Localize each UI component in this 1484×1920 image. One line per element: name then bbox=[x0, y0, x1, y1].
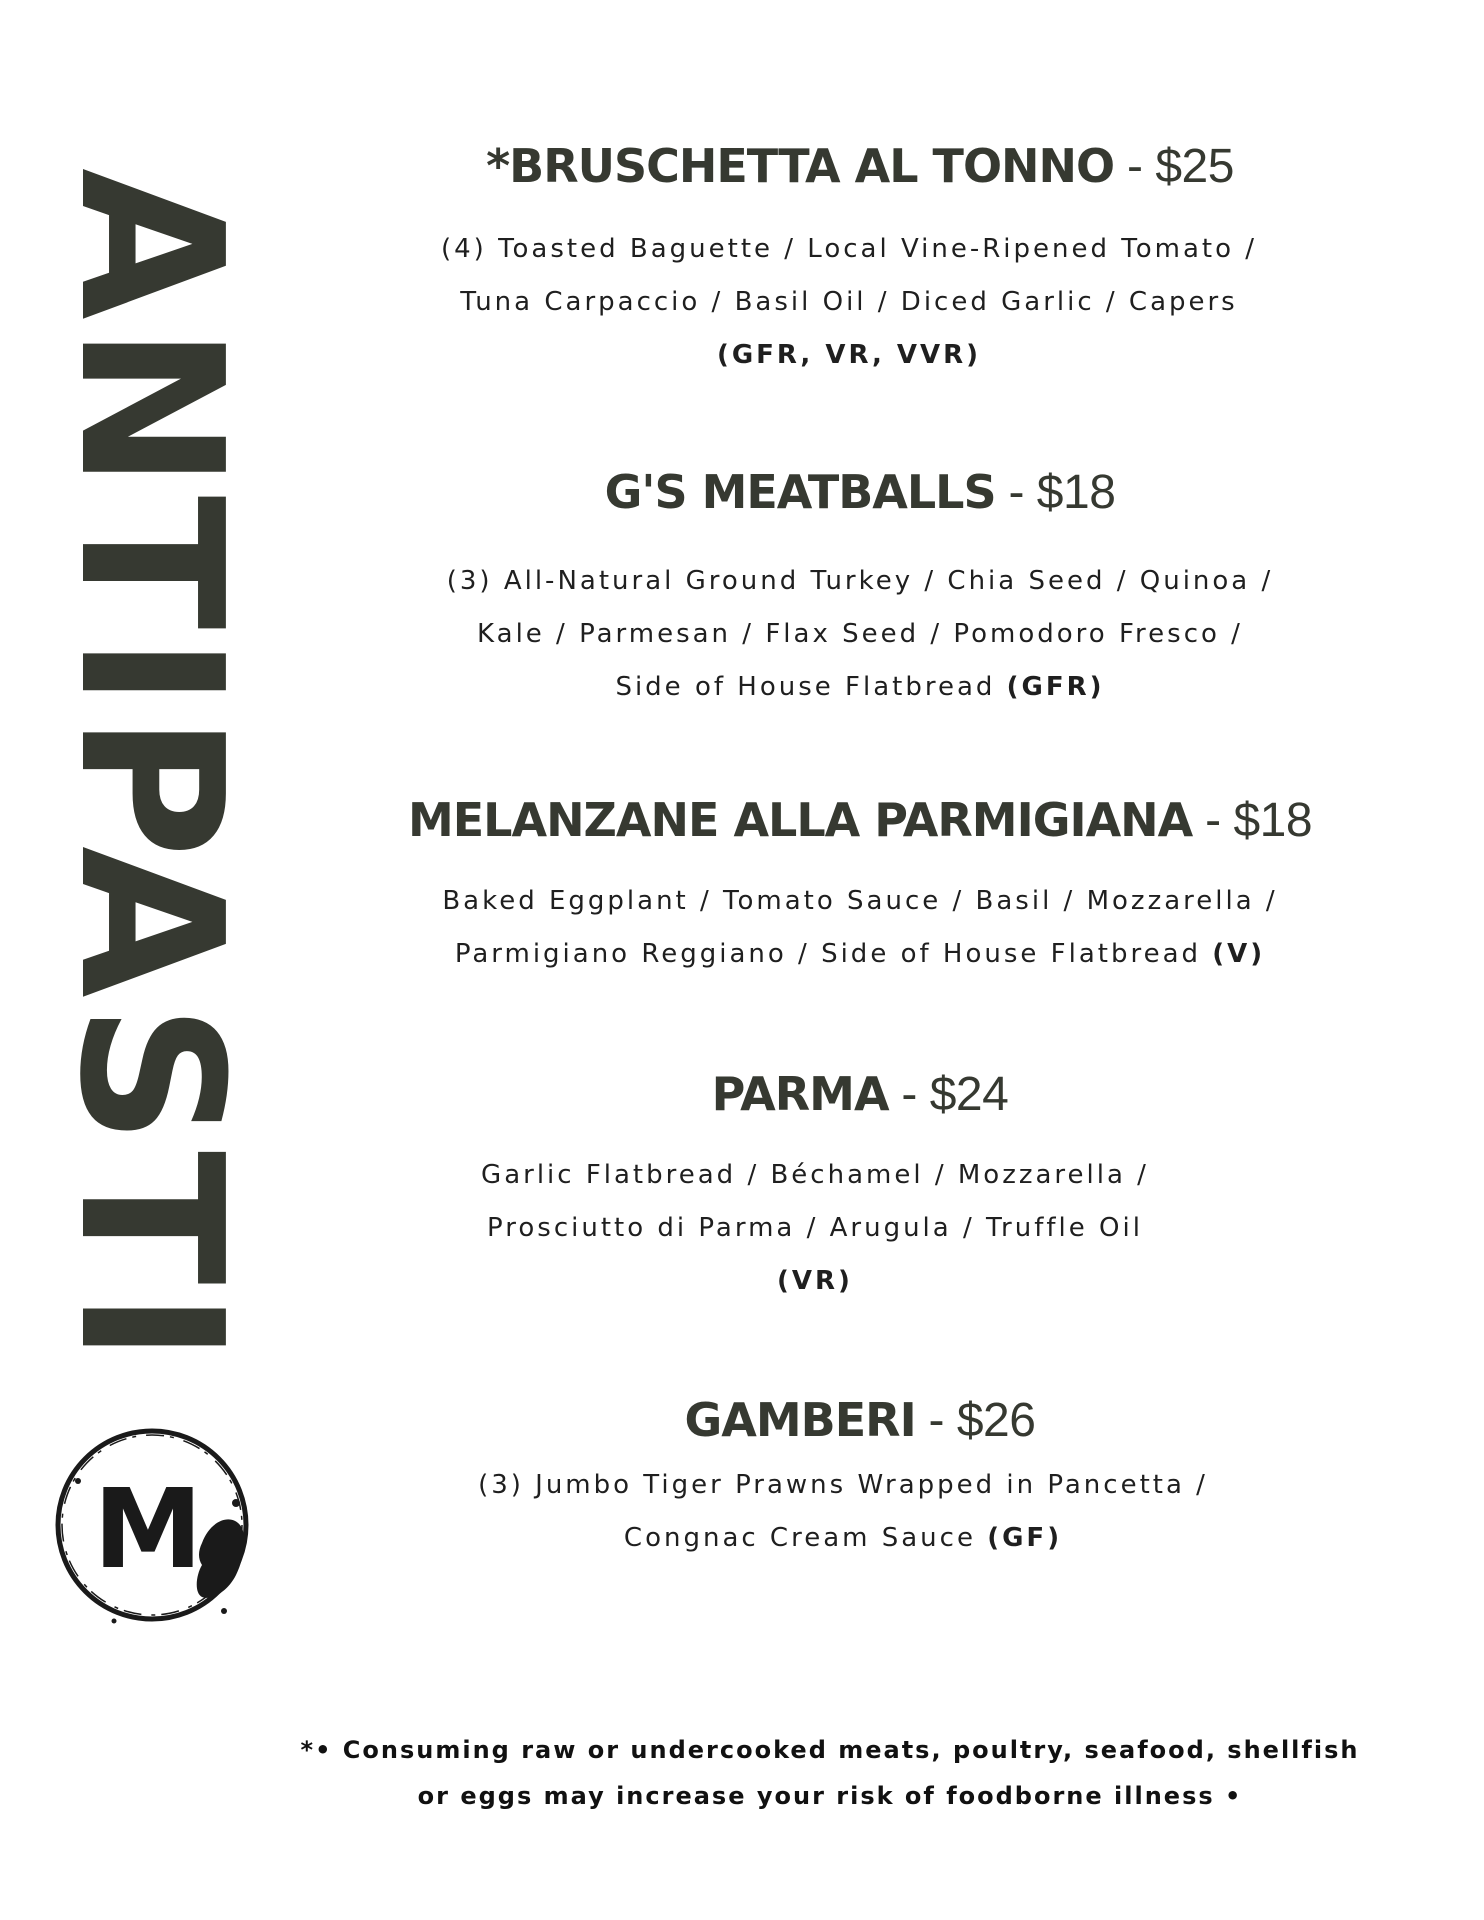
item-description-line bbox=[270, 1255, 1360, 1308]
dietary-tags: (GF) bbox=[987, 1523, 1063, 1553]
item-description-line: Kale / Parmesan / Flax Seed / Pomodoro Fresco / bbox=[477, 619, 1243, 649]
item-description-line: Parmigiano Reggiano / Side of House Flatbread (V) bbox=[454, 939, 1266, 969]
item-description-line: Congnac Cream Sauce (GF) bbox=[623, 1523, 1063, 1553]
item-description-line: Garlic Flatbread / Béchamel / Mozzarella / bbox=[481, 1160, 1149, 1190]
disclaimer-line: or eggs may increase your risk of foodborne illness • bbox=[417, 1782, 1243, 1810]
item-price: $25 bbox=[1155, 140, 1234, 193]
item-description-line: (3) Jumbo Tiger Prawns Wrapped in Pancetta / bbox=[478, 1470, 1208, 1500]
item-separator: - bbox=[1127, 140, 1143, 193]
item-heading bbox=[360, 460, 1360, 525]
item-price: $26 bbox=[956, 1394, 1036, 1447]
item-heading bbox=[360, 134, 1360, 199]
section-title bbox=[36, 168, 264, 1370]
item-description-line bbox=[338, 329, 1360, 382]
menu-item bbox=[360, 460, 1360, 714]
item-name: G'S MEATBALLS bbox=[604, 465, 996, 519]
item-description-line: Tuna Carpaccio / Basil Oil / Diced Garlic / Capers bbox=[460, 287, 1238, 317]
item-heading bbox=[360, 788, 1360, 853]
item-name: GAMBERI bbox=[684, 1393, 916, 1447]
item-separator: - bbox=[901, 1068, 917, 1121]
item-name: *BRUSCHETTA AL TONNO bbox=[486, 139, 1115, 193]
menu-item bbox=[360, 134, 1360, 382]
item-price: $24 bbox=[929, 1068, 1009, 1121]
dietary-tags: (GFR, VR, VVR) bbox=[716, 340, 982, 370]
item-description-line: (4) Toasted Baguette / Local Vine-Ripened Tomato / bbox=[440, 234, 1258, 264]
menu-item bbox=[360, 1388, 1360, 1565]
dietary-tags: (VR) bbox=[777, 1266, 853, 1296]
dietary-tags: (V) bbox=[1212, 939, 1266, 969]
item-description-line: (3) All-Natural Ground Turkey / Chia Seed / Quinoa / bbox=[446, 566, 1274, 596]
item-description-line: Baked Eggplant / Tomato Sauce / Basil / Mozzarella / bbox=[442, 886, 1278, 916]
item-heading bbox=[360, 1062, 1360, 1127]
item-description-line: Side of House Flatbread (GFR) bbox=[615, 672, 1105, 702]
item-separator: - bbox=[928, 1394, 945, 1447]
item-separator: - bbox=[1008, 466, 1024, 519]
item-separator: - bbox=[1205, 794, 1221, 847]
item-price: $18 bbox=[1036, 466, 1116, 519]
item-name: PARMA bbox=[711, 1067, 889, 1121]
dietary-tags: (GFR) bbox=[1006, 672, 1105, 702]
restaurant-logo bbox=[52, 1425, 262, 1635]
item-description-line: Prosciutto di Parma / Arugula / Truffle Oil bbox=[487, 1213, 1143, 1243]
item-heading bbox=[360, 1388, 1360, 1453]
item-price: $18 bbox=[1233, 794, 1313, 847]
logo-emblem bbox=[52, 1425, 262, 1635]
item-name: MELANZANE ALLA PARMIGIANA bbox=[407, 793, 1193, 847]
food-safety-disclaimer bbox=[280, 1727, 1380, 1819]
disclaimer-line: *• Consuming raw or undercooked meats, poultry, seafood, shellfish bbox=[300, 1736, 1360, 1764]
menu-item bbox=[360, 1062, 1360, 1308]
menu-item bbox=[360, 788, 1360, 981]
section-title-text: ANTIPASTI bbox=[36, 168, 264, 1370]
logo-letter: M bbox=[93, 1465, 203, 1593]
